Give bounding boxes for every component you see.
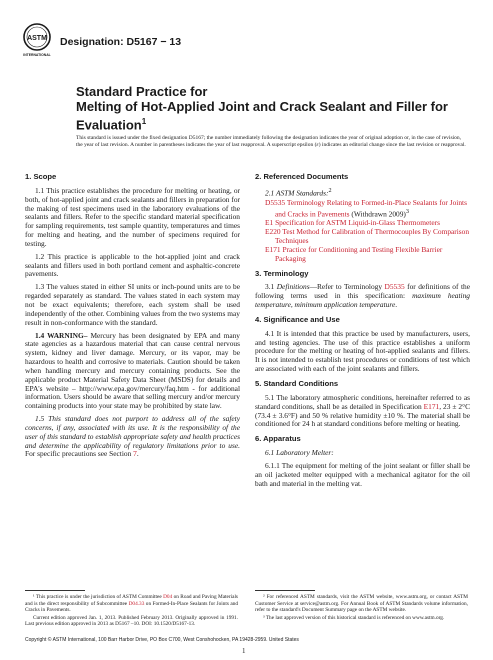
d04-33-link[interactable]: D04.33 xyxy=(128,600,145,607)
footnote-1-edition: Current edition approved Jan. 1, 2013. Published February 2013. Originally approved in 1991. Last previous edition approved in 2013 as D5167 –10. DOI: 10.1520/D5167-13. xyxy=(25,614,238,628)
document-title xyxy=(76,84,456,132)
paragraph-1-5: 1.5 This standard does not purport to address all of the safety concerns, if any, associated with its use. It is the responsibility of the user of this standard to establish appropriate safety and health practices and determine the applicability of regulatory limitations prior to use. For specific precautions see Section 7. xyxy=(25,414,240,459)
footnote-divider xyxy=(255,590,315,591)
refs-intro: 2.1 ASTM Standards:$^2$ xyxy=(265,187,332,198)
ref-code-link[interactable]: E171 xyxy=(265,244,281,254)
section-heading-scope: 1. Scope xyxy=(25,172,57,181)
ref-item: E220 Test Method for Calibration of Thermocouples By Comparison Techniques xyxy=(265,227,470,245)
ref-code-link[interactable]: E1 xyxy=(265,218,274,228)
paragraph-1-4: 1.4 WARNING– Mercury has been designated by EPA and many state agencies as a hazardous material that can cause central nervous system, kidney and liver damage. Mercury, or its vapor, may be hazardous to health and corrosive to materials. Caution should be taken when handling mercury and mercury containing products. See the applicable product Material Safety Data Sheet (MSDS) for details and EPA's website – http://www.epa.gov/mercury/faq.htm - for additional information. Users should be aware that selling mercury and/or mercury containing products into your state may be prohibited by state law. xyxy=(25,330,240,411)
footnote-divider xyxy=(25,590,85,591)
paragraph-6-1: 6.1 Laboratory Melter: xyxy=(265,448,334,458)
section-7-link[interactable]: 7 xyxy=(133,449,137,459)
paragraph-4-1: 4.1 It is intended that this practice be used by manufacturers, users, and testing agencies. The use of this practice establishes a uniform procedure for the melting or heating of hot-applied sealants and fillers. It is not intended to establish test procedures or conditions of test which are associated with each of the joint sealants and fillers. xyxy=(255,328,470,374)
section-heading-significance: 4. Significance and Use xyxy=(255,314,340,324)
paragraph-3-1: 3.1 Definitions—Refer to Terminology D5535 for definitions of the following terms used in this specification: maximum heating temperature, minimum application temperature. xyxy=(255,282,470,310)
paragraph-6-1-1: 6.1.1 The equipment for melting of the joint sealant or filler shall be an oil jacketed melter equipped with a mechanical agitator for the oil bath and material in the melting vat. xyxy=(255,460,470,488)
ref-item: E1 Specification for ASTM Liquid-in-Glass Thermometers xyxy=(265,218,440,228)
title-line-1: Standard Practice for xyxy=(76,84,208,99)
svg-text:ASTM: ASTM xyxy=(27,35,47,42)
title-line-3: Evaluation$^1$ xyxy=(76,117,147,133)
ref-item: D5535 Terminology Relating to Formed-in-Place Sealants for Joints and Cracks in Pavements (Withdrawn 2009)$^3$ xyxy=(265,198,467,219)
left-column xyxy=(25,173,240,463)
section-heading-standard-conditions: 5. Standard Conditions xyxy=(255,378,339,388)
d04-link[interactable]: D04 xyxy=(163,594,173,600)
paragraph-1-2: 1.2 This practice is applicable to the hot-applied joint and crack sealants and fillers used in both portland cement and asphaltic-concrete pavements. xyxy=(25,251,240,279)
title-footnote-mark[interactable]: 1 xyxy=(141,117,147,126)
copyright-line: Copyright © ASTM International, 100 Barr Harbor Drive, PO Box C700, West Conshohocken, PA 19428-2959. United States xyxy=(25,637,299,643)
svg-text:INTERNATIONAL: INTERNATIONAL xyxy=(23,53,51,57)
right-column xyxy=(255,173,470,492)
footnotes-left xyxy=(25,594,238,629)
paragraph-5-1: 5.1 The laboratory atmospheric conditions, hereinafter referred to as standard conditions, shall be as detailed in Specification E171, 23 ± 2°C (73.4 ± 3.6°F) and 50 % relative humidity ±10 %. The material shall be conditioned for 24 h at standard conditions before melting or heating. xyxy=(255,392,471,429)
footnote-2: ² For referenced ASTM standards, visit the ASTM website, www.astm.org, or contact ASTM Customer Service at service@astm.org. For Annual Book of ASTM Standards volume information, refer to the standard's Document Summary page on the ASTM website. xyxy=(255,594,468,614)
paragraph-1-1: 1.1 This practice establishes the procedure for melting or heating, or both, of hot-applied joint and crack sealants and fillers in preparation for the making of test specimens used in the laboratory evaluations of the sealants and fillers. Refer to the specific standard material specification for sampling requirements, test sample quantity, temperatures and times for melting and heating, and the number of specimens required for testing. xyxy=(25,185,240,248)
ref-code-link[interactable]: E220 xyxy=(265,227,281,237)
section-heading-terminology: 3. Terminology xyxy=(255,268,309,278)
footnotes-right xyxy=(255,594,468,622)
ref-item: E171 Practice for Conditioning and Testing Flexible Barrier Packaging xyxy=(265,244,443,263)
page-number: 1 xyxy=(242,647,246,655)
d5535-link[interactable]: D5535 xyxy=(384,282,405,292)
title-line-2: Melting of Hot-Applied Joint and Crack Sealant and Filler for xyxy=(76,99,448,114)
section-heading-referenced-documents: 2. Referenced Documents xyxy=(255,172,349,181)
paragraph-1-3: 1.3 The values stated in either SI units or inch-pound units are to be regarded separately as standard. The values stated in each system may not be exact equivalents; therefore, each system shall be used independently of the other. Combining values from the two systems may result in non-conformance with the standard. xyxy=(25,282,240,327)
footnote-1: ¹ This practice is under the jurisdiction of ASTM Committee D04 on Road and Paving Materials and is the direct responsibility of Subcommittee D04.33 on Formed-In-Place Sealants for Joints and Cracks in Pavements. xyxy=(25,594,238,614)
e171-link[interactable]: E171 xyxy=(423,401,440,411)
astm-logo xyxy=(22,22,52,58)
standard-note: This standard is issued under the fixed designation D5167; the number immediately following the designation indicates the year of original adoption or, in the case of revision, the year of last revision. A number in parentheses indicates the year of last reapproval. A superscript epsilon (ε) indicates an editorial change since the last revision or reapproval. xyxy=(76,135,466,149)
section-heading-apparatus: 6. Apparatus xyxy=(255,434,301,444)
ref-code-link[interactable]: D5535 xyxy=(265,198,286,208)
warning-label: 1.4 WARNING– xyxy=(35,330,88,340)
footnote-3: ³ The last approved version of this historical standard is referenced on www.astm.org. xyxy=(263,614,445,621)
designation: Designation: D5167 − 13 xyxy=(60,36,182,48)
